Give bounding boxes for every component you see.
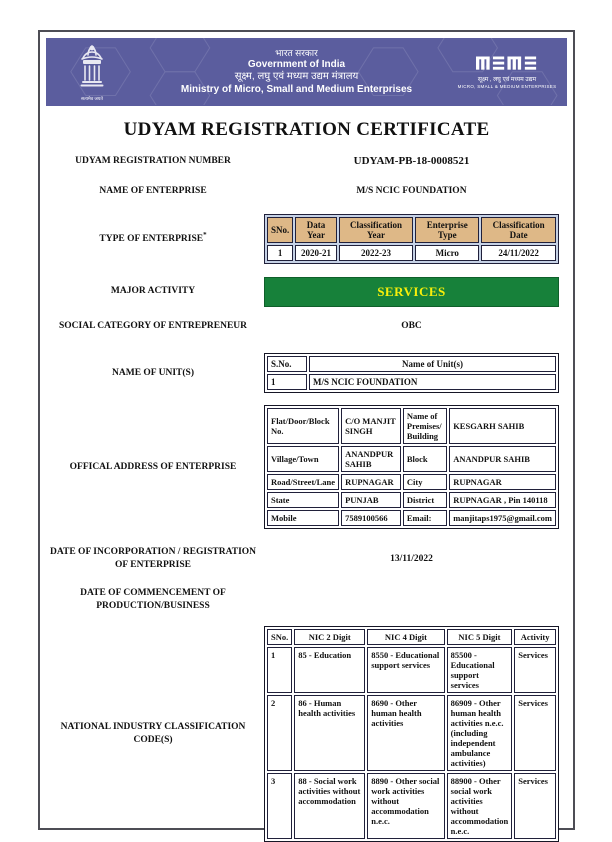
table-header-row [267, 629, 556, 645]
column-header: Name of Unit(s) [309, 356, 556, 372]
cell: 85500 - Educational support services [447, 647, 513, 693]
cell: 7589100566 [341, 510, 401, 526]
cell: Name of Premises/ Building [403, 408, 447, 444]
cell: RUPNAGAR [449, 474, 556, 490]
msme-tagline-english: MICRO, SMALL & MEDIUM ENTERPRISES [457, 83, 557, 89]
major-activity-row [46, 277, 567, 307]
cell: 88900 - Other social work activities without accommodation n.e.c. [447, 773, 513, 839]
cell: M/S NCIC FOUNDATION [309, 374, 556, 390]
column-header: Classification Year [339, 217, 413, 243]
social-category-label: SOCIAL CATEGORY OF ENTREPRENEUR [58, 320, 248, 331]
cell: 24/11/2022 [481, 245, 556, 261]
column-header: S.No. [267, 356, 307, 372]
cell: 1 [267, 245, 293, 261]
major-activity-banner-wrap [258, 277, 565, 307]
cell: manjitaps1975@gmail.com [449, 510, 556, 526]
cell: 3 [267, 773, 292, 839]
table-row [267, 374, 556, 390]
ministry-header-band [46, 38, 567, 106]
cell: City [403, 474, 447, 490]
units-row [46, 353, 567, 393]
govt-of-india-hindi: भारत सरकार [275, 47, 318, 58]
cell: RUPNAGAR , Pin 140118 [449, 492, 556, 508]
cell: Micro [415, 245, 479, 261]
table-row [267, 773, 556, 839]
table-header-row [267, 217, 556, 243]
enterprise-name-row [46, 185, 567, 198]
page-title: UDYAM REGISTRATION CERTIFICATE [123, 119, 490, 140]
table-row [267, 695, 556, 771]
column-header: SNo. [267, 629, 292, 645]
major-activity-value: SERVICES [264, 277, 559, 307]
column-header: Enterprise Type [415, 217, 479, 243]
cell: 2 [267, 695, 292, 771]
cell: 8890 - Other social work activities without accommodation n.e.c. [367, 773, 444, 839]
cell: 2020-21 [295, 245, 337, 261]
cell: Flat/Door/Block No. [267, 408, 339, 444]
incorporation-date-label: DATE OF INCORPORATION / REGISTRATION OF ENTERPRISE [49, 547, 257, 571]
enterprise-type-table-wrap [258, 214, 565, 264]
cell: Village/Town [267, 446, 339, 472]
required-asterisk: * [203, 231, 207, 240]
msme-logo-icon [476, 56, 538, 73]
cell: 2022-23 [339, 245, 413, 261]
emblem-motto: सत्यमेव जयते [81, 96, 103, 101]
nic-codes-row [46, 626, 567, 842]
column-header: Classification Date [481, 217, 556, 243]
cell: ANANDPUR SAHIB [341, 446, 401, 472]
table-row [267, 245, 556, 261]
address-table [264, 405, 559, 529]
udyam-registration-number-row [46, 155, 567, 168]
incorporation-date-value: 13/11/2022 [390, 554, 433, 565]
cell: Services [514, 773, 556, 839]
certificate-page [38, 30, 575, 836]
cell: 85 - Education [294, 647, 365, 693]
cell: 8550 - Educational support services [367, 647, 444, 693]
cell: 1 [267, 647, 292, 693]
incorporation-date-row [46, 546, 567, 572]
nic-codes-label: NATIONAL INDUSTRY CLASSIFICATION CODE(S) [60, 721, 246, 745]
nic-table [264, 626, 559, 842]
ministry-hindi: सूक्ष्म, लघु एवं मध्यम उद्यम मंत्रालय [234, 71, 359, 83]
urn-value: UDYAM-PB-18-0008521 [353, 155, 470, 168]
ministry-english: Ministry of Micro, Small and Medium Enterprises [180, 83, 413, 95]
table-header-row [267, 356, 556, 372]
cell: 86909 - Other human health activities n.e.c. (including independent ambulance activities) [447, 695, 513, 771]
cell: District [403, 492, 447, 508]
social-category-row [46, 320, 567, 333]
table-row [267, 492, 556, 508]
cell: ANANDPUR SAHIB [449, 446, 556, 472]
address-row [46, 405, 567, 529]
cell: Services [514, 647, 556, 693]
column-header: Activity [514, 629, 556, 645]
cell: Mobile [267, 510, 339, 526]
units-table [264, 353, 559, 393]
table-row [267, 408, 556, 444]
table-row [267, 647, 556, 693]
address-table-wrap [258, 405, 565, 529]
commencement-date-label: DATE OF COMMENCEMENT OF PRODUCTION/BUSINESS [80, 588, 226, 611]
msme-logo [455, 56, 567, 89]
units-label: NAME OF UNIT(S) [112, 368, 194, 379]
ashoka-emblem-icon [75, 42, 109, 90]
column-header: NIC 5 Digit [447, 629, 513, 645]
cell: KESGARH SAHIB [449, 408, 556, 444]
cell: C/O MANJIT SINGH [341, 408, 401, 444]
govt-of-india: Government of India [247, 58, 346, 70]
cell: 1 [267, 374, 307, 390]
national-emblem [46, 42, 138, 102]
msme-tagline-hindi: सूक्ष्म , लघु एवं मध्यम उद्यम [477, 76, 537, 83]
cell: 88 - Social work activities without accommodation [294, 773, 365, 839]
cell: Email: [403, 510, 447, 526]
column-header: NIC 2 Digit [294, 629, 365, 645]
cell: Road/Street/Lane [267, 474, 339, 490]
major-activity-label: MAJOR ACTIVITY [110, 286, 196, 297]
cell: State [267, 492, 339, 508]
enterprise-type-row [46, 214, 567, 264]
social-category-value: OBC [401, 321, 422, 332]
column-header: NIC 4 Digit [367, 629, 444, 645]
cell: 86 - Human health activities [294, 695, 365, 771]
column-header: Data Year [295, 217, 337, 243]
table-row [267, 474, 556, 490]
enterprise-name-value: M/S NCIC FOUNDATION [356, 186, 467, 197]
address-label: OFFICAL ADDRESS OF ENTERPRISE [69, 462, 237, 473]
table-row [267, 510, 556, 526]
table-row [267, 446, 556, 472]
enterprise-name-label: NAME OF ENTERPRISE [99, 185, 207, 196]
enterprise-type-label: TYPE OF ENTERPRISE* [99, 231, 207, 245]
nic-table-wrap [258, 626, 565, 842]
column-header: SNo. [267, 217, 293, 243]
cell: 8690 - Other human health activities [367, 695, 444, 771]
units-table-wrap [258, 353, 565, 393]
cell: PUNJAB [341, 492, 401, 508]
ministry-titles [138, 48, 455, 97]
enterprise-type-table [264, 214, 559, 264]
cell: Services [514, 695, 556, 771]
commencement-date-row [46, 587, 567, 613]
cell: RUPNAGAR [341, 474, 401, 490]
urn-label: UDYAM REGISTRATION NUMBER [75, 156, 231, 166]
cell: Block [403, 446, 447, 472]
